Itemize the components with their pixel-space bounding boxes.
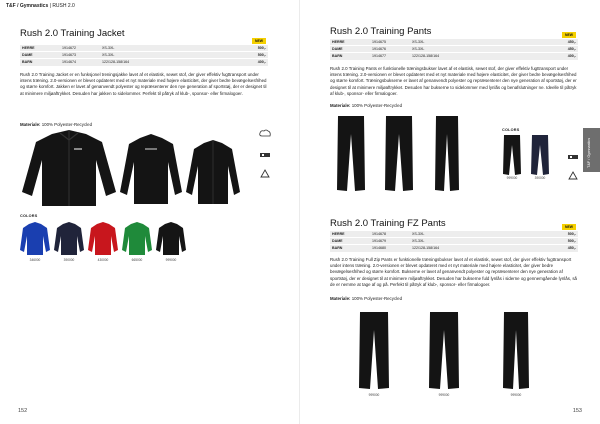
color-swatch[interactable] [503,135,521,175]
price-table [330,38,578,60]
material-info: Materiale: 100% Polyester-Recycled [330,103,403,108]
new-badge: NEW [562,32,576,38]
pants-front-image [336,116,366,192]
colors-heading: COLORS [20,214,38,218]
color-code: 390000 [63,258,75,262]
product-description: Rush 2.0 Training Pants er funktionelle træningsbukser lavet af et elastisk, sewet stof, der giver effektiv fugttransport under intens træning. 2.0-versionen er blevet opdateret med et nyt materiale med højere elasticitet, der giver bedre bevægelsesfrihed og større komfort. Træningsbukserne er lavet af genanvendt polyester og repræsenterer den nye generation af sportstøj, der er designet til at minimere miljøaftrykket. Desuden har bukserne to sidelommer med lynlås og benafslutninger ne. Ideelle til påtryk af klub-, sponsor- eller firmalogoer. [330,66,577,96]
color-swatch[interactable] [122,222,152,256]
fz-pants-front-image [358,312,390,390]
new-badge: NEW [562,224,576,230]
right-page [300,0,600,424]
product-title: Rush 2.0 Training FZ Pants [330,218,446,229]
color-swatch[interactable] [20,222,50,256]
page-number: 153 [572,408,582,414]
fz-pants-back-image [428,312,460,390]
color-code: 999000 [368,393,380,397]
table-row: DAME 1914676 XS-3XL 450,- [332,47,576,51]
section-side-tab: T&F / Gymnastics [583,128,600,172]
table-row: HERRE 1914675 XS-3XL 450,- [332,40,576,44]
table-row: HERRE 1914678 XS-3XL 500,- [332,232,576,236]
fz-pants-side-image [500,312,532,390]
feature-fabric [566,148,580,166]
price-table [330,230,578,252]
color-swatch[interactable] [88,222,118,256]
table-row: BARN 1914680 122/128-158/164 450,- [332,246,576,251]
table-row: DAME 1914679 XS-3XL 500,- [332,239,576,243]
jacket-front-image [18,130,120,208]
colors-heading: COLORS [502,128,520,132]
table-row: DAME 1914673 XS-3XL 500,- [22,53,266,57]
color-swatch[interactable] [531,135,549,175]
jacket-back-image [118,134,184,206]
pants-side-image [432,116,462,192]
pants-back-image [384,116,414,192]
color-code: 430000 [97,258,109,262]
price-table [20,44,268,66]
product-title: Rush 2.0 Training Pants [330,26,432,37]
fabric-icon [567,153,579,161]
material-info: Materiale: 100% Polyester-Recycled [20,122,93,127]
color-swatch[interactable] [156,222,186,256]
jacket-side-image [184,140,242,206]
page-number: 152 [18,408,28,414]
product-title: Rush 2.0 Training Jacket [20,28,125,39]
color-code: 390000 [534,176,546,180]
color-swatch[interactable] [54,222,84,256]
new-badge: NEW [252,38,266,44]
table-row: HERRE 1914672 XS-3XL 500,- [22,46,266,50]
color-code: 999000 [438,393,450,397]
color-code: 346000 [29,258,41,262]
product-description: Rush 2.0 Training Full Zip Pants er funktionelle træningsbukser lavet af et elastisk, sewet stof, der giver effektiv fugttransport under intens træning. 2.0-versionen er blevet opdateret med et nyt materiale med højere elasticitet, der giver bedre bevægelsesfrihed og større komfort. Bukserne er lavet af genanvendt polyester og repræsenterer den nye generation af sportstøj, der er designet til at minimere miljøaftrykket. Desuden har bukserne fuld lynlås i siderne og gennemgående lynlås, så de er nemme at tage af og på. Perfekt til påtryk af klub-, sponsor- eller firmalogoer. [330,257,577,287]
feature-fabric [258,146,272,164]
product-description: Rush 2.0 Training Jacket er en funksjonel treningsjakke lavet af et elastisk, sewet stof, der giver effektiv fugttransport under intens træning. 2.0-versionen er blevet opdateret med et nyt materiale med højere elasticitet, der giver bedre bevægelsesfrihed og større komfort. Jakken er lavet af genanvendt polyester og repræsenterer den nye generation af sportstøj, der er designet til at minimere miljøaftrykket. Desuden har jakken to sidelommer. Perfekt til påtryk af klub-, sponsor- eller firmalogoer. [20,72,267,96]
color-code: 665000 [131,258,143,262]
recycle-icon [259,169,271,179]
running-header: T&F / Gymnastics | RUSH 2.0 [6,3,75,9]
color-code: 999000 [165,258,177,262]
feature-cloud [258,124,272,142]
fabric-icon [259,151,271,159]
recycle-icon [567,171,579,181]
table-row: BARN 1914677 122/128-158/164 400,- [332,54,576,59]
feature-recycle [258,166,272,184]
color-code: 999000 [510,393,522,397]
feature-recycle [566,168,580,186]
color-code: 999000 [506,176,518,180]
table-row: BARN 1914674 122/128-158/164 400,- [22,60,266,65]
cloud-icon [259,129,271,137]
material-info: Materiale: 100% Polyester-Recycled [330,296,403,301]
